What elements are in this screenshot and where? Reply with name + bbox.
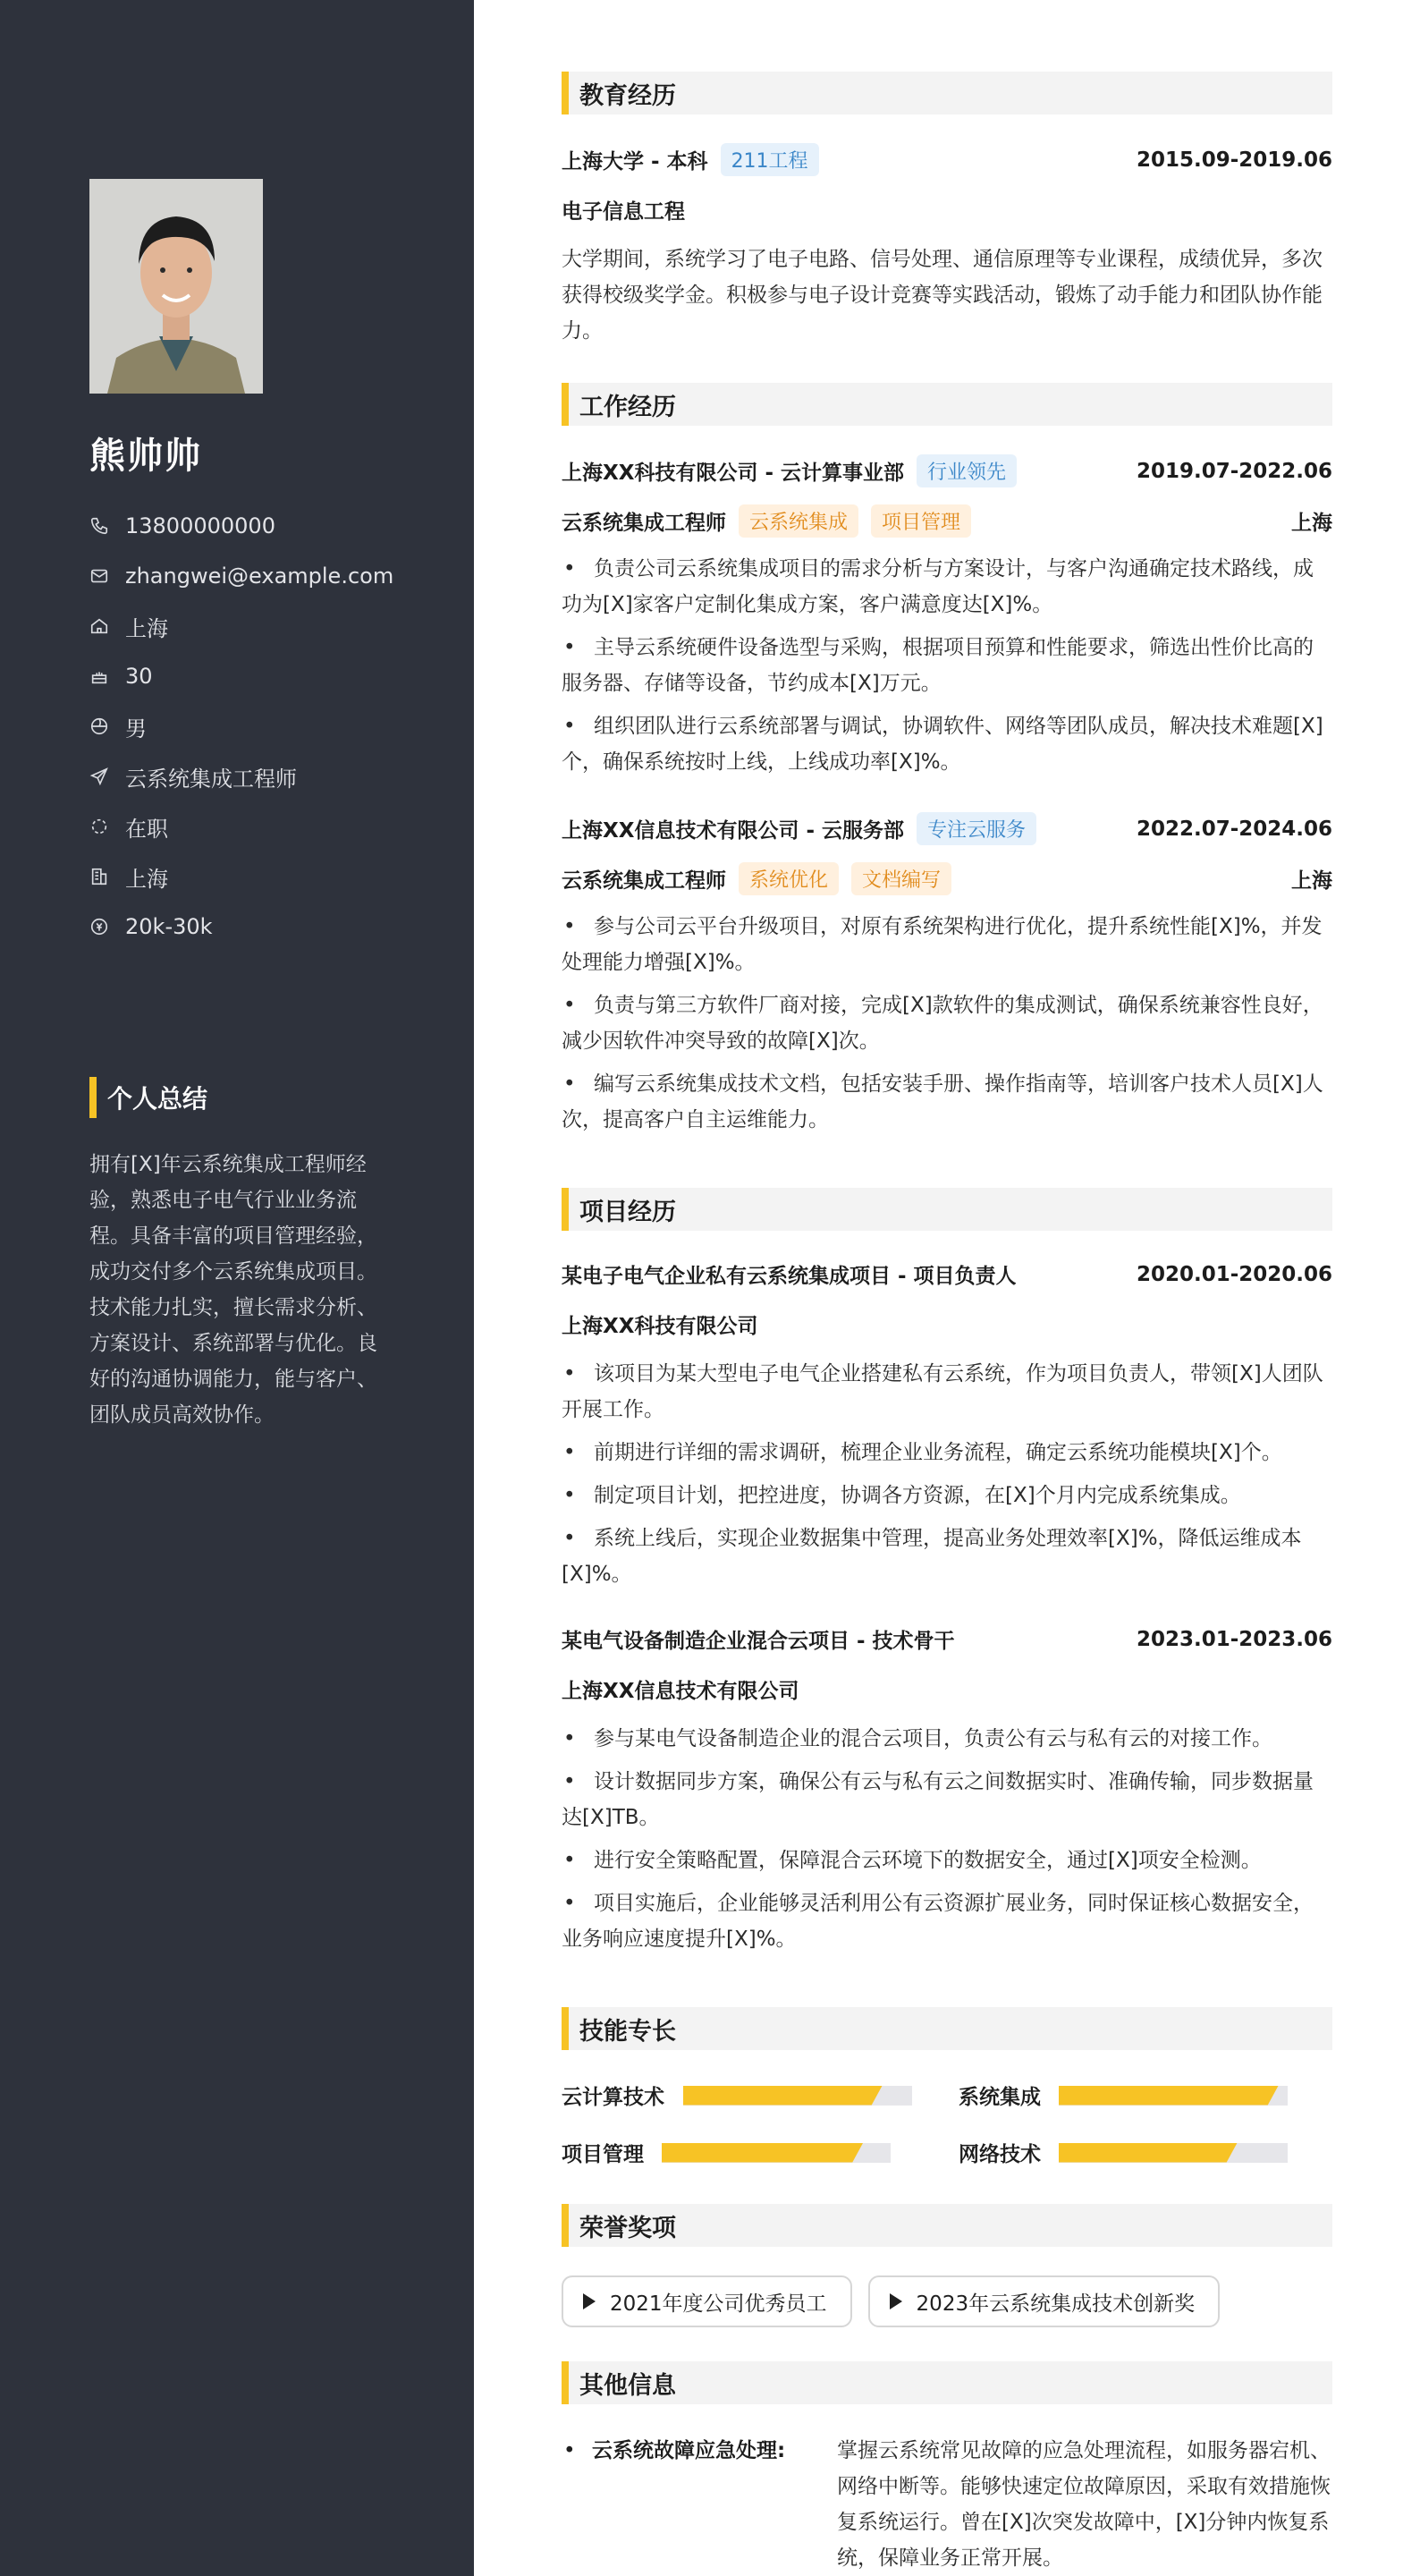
school-tag: 211工程 [721,143,819,176]
other-info-key: 云系统故障应急处理: [592,2439,786,2462]
job-1-company-tag: 行业领先 [917,454,1017,487]
job-1-role: 云系统集成工程师 [562,512,726,535]
salary-text: 20k-30k [125,914,213,939]
section-work-header [562,383,1332,426]
project-2-company: 上海XX信息技术有限公司 [562,1680,799,1703]
info-email [89,551,393,601]
list-item: • 负责与第三方软件厂商对接，完成[X]款软件的集成测试，确保系统兼容性良好，减少因软件冲突导致的故障[X]次。 [562,987,1332,1059]
list-item: • 进行安全策略配置，保障混合云环境下的数据安全，通过[X]项安全检测。 [562,1843,1332,1878]
job-2-role: 云系统集成工程师 [562,869,726,893]
section-projects-title: 项目经历 [579,1198,676,1226]
job-1-company: 上海XX科技有限公司 - 云计算事业部 [562,462,905,485]
skill-bar-track [1059,2143,1288,2163]
project-2-date: 2023.01-2023.06 [1136,1627,1332,1651]
building-icon [89,867,109,886]
project-2-bullets [562,1721,1332,1964]
info-phone [89,501,393,551]
summary-accent-bar [89,1077,97,1118]
skill-label: 网络技术 [959,2143,1041,2166]
list-item: • 制定项目计划，把控进度，协调各方资源，在[X]个月内完成系统集成。 [562,1478,1332,1513]
list-item: • 该项目为某大型电子电气企业搭建私有云系统，作为项目负责人，带领[X]人团队开展工作。 [562,1356,1332,1428]
award-badge [562,2275,852,2327]
job-1-city: 上海 [1291,512,1332,535]
skill-bar-track [1059,2086,1288,2106]
major-row [562,195,1332,225]
project-1-company-row [562,1309,1332,1339]
list-item: • 负责公司云系统集成项目的需求分析与方案设计，与客户沟通确定技术路线，成功为[X]家客户定制化集成方案，客户满意度达[X]%。 [562,551,1332,623]
section-skills-title: 技能专长 [579,2017,676,2046]
award-badge [868,2275,1221,2327]
section-other-title: 其他信息 [579,2371,676,2400]
award-label: 2021年度公司优秀员工 [610,2292,827,2316]
skill-label: 项目管理 [562,2143,644,2166]
section-projects-header [562,1188,1332,1231]
section-accent-bar [562,2204,569,2247]
list-item: • 设计数据同步方案，确保公有云与私有云之间数据实时、准确传输，同步数据量达[X]TB。 [562,1764,1332,1835]
contact-info-list [89,501,393,952]
money-icon [89,917,109,936]
project-2-name: 某电气设备制造企业混合云项目 - 技术骨干 [562,1630,955,1653]
location-text: 上海 [125,615,168,641]
list-item: • 参与某电气设备制造企业的混合云项目，负责公有云与私有云的对接工作。 [562,1721,1332,1757]
info-age [89,651,393,701]
list-item: • 参与公司云平台升级项目，对原有系统架构进行优化，提升系统性能[X]%，并发处理能力增强[X]%。 [562,909,1332,980]
list-item: • 主导云系统硬件设备选型与采购，根据项目预算和性能要求，筛选出性价比高的服务器、存储等设备，节约成本[X]万元。 [562,630,1332,701]
sidebar [0,0,474,2576]
education-description: 大学期间，系统学习了电子电路、信号处理、通信原理等专业课程，成绩优异，多次获得校级奖学金。积极参与电子设计竞赛等实践活动，锻炼了动手能力和团队协作能力。 [562,248,1323,343]
info-location [89,601,393,651]
skill-item [562,2138,891,2167]
job-2-role-tag: 文档编写 [851,862,951,895]
job-1-bullets [562,551,1332,787]
summary-title: 个人总结 [107,1084,208,1114]
project-1-row [562,1259,1332,1289]
project-1-bullets [562,1356,1332,1599]
skill-bar-fill [683,2086,883,2106]
candidate-name: 熊帅帅 [89,436,202,477]
section-accent-bar [562,1188,569,1231]
mail-icon [89,566,109,586]
info-position [89,751,393,801]
section-accent-bar [562,2361,569,2404]
position-text: 云系统集成工程师 [125,766,297,792]
info-salary [89,902,393,952]
section-skills-header [562,2007,1332,2050]
project-1-name: 某电子电气企业私有云系统集成项目 - 项目负责人 [562,1265,1017,1288]
list-item: • 组织团队进行云系统部署与调试，协调软件、网络等团队成员，解决技术难题[X]个，确保系统按时上线，上线成功率[X]%。 [562,708,1332,780]
other-info-value: 掌握云系统常见故障的应急处理流程，如服务器宕机、网络中断等。能够快速定位故障原因，采取有效措施恢复系统运行。曾在[X]次突发故障中，[X]分钟内恢复系统，保障业务正常开展。 [837,2439,1331,2570]
job-2-role-tag: 系统优化 [739,862,839,895]
other-info-item [562,2433,1332,2576]
job-2-company-tag: 专注云服务 [917,812,1036,845]
project-2-row [562,1624,1332,1654]
gender-text: 男 [125,716,147,741]
skill-label: 系统集成 [959,2086,1041,2109]
project-2-company-row [562,1674,1332,1704]
school-name: 上海大学 - 本科 [562,150,708,174]
phone-text: 13800000000 [125,513,275,538]
age-text: 30 [125,664,153,689]
summary-heading [89,1077,207,1118]
skill-bar-fill [1059,2143,1238,2163]
skill-item [959,2138,1288,2167]
section-awards-header [562,2204,1332,2247]
list-item: • 系统上线后，实现企业数据集中管理，提高业务处理效率[X]%，降低运维成本[X]%。 [562,1521,1332,1592]
job-2-date: 2022.07-2024.06 [1136,817,1332,841]
education-row [562,143,1332,176]
skill-bar-fill [662,2143,863,2163]
job-1-date: 2019.07-2022.06 [1136,459,1332,483]
section-accent-bar [562,72,569,114]
section-accent-bar [562,383,569,426]
job-1-role-tag: 云系统集成 [739,504,858,538]
education-date: 2015.09-2019.06 [1136,148,1332,172]
home-icon [89,616,109,636]
skill-item [959,2080,1288,2110]
job-2-city: 上海 [1291,869,1332,893]
skill-item [562,2080,912,2110]
job-2-role-row [562,862,1332,895]
award-label: 2023年云系统集成技术创新奖 [916,2292,1196,2316]
bullet-dot: • [563,2439,576,2462]
job-1-company-row [562,454,1332,487]
gender-icon [89,716,109,736]
target-city-text: 上海 [125,866,168,892]
info-status [89,801,393,852]
status-icon [89,817,109,836]
job-2-company: 上海XX信息技术有限公司 - 云服务部 [562,819,905,843]
project-1-date: 2020.01-2020.06 [1136,1262,1332,1286]
status-text: 在职 [125,816,168,842]
info-gender [89,701,393,751]
section-education-header [562,72,1332,114]
major-name: 电子信息工程 [562,200,685,224]
list-item: • 编写云系统集成技术文档，包括安装手册、操作指南等，培训客户技术人员[X]人次，提高客户自主运维能力。 [562,1066,1332,1138]
section-accent-bar [562,2007,569,2050]
send-icon [89,767,109,786]
job-2-bullets [562,909,1332,1145]
skill-label: 云计算技术 [562,2086,664,2109]
phone-icon [89,516,109,536]
avatar-photo [89,179,263,394]
play-icon [583,2293,596,2309]
skill-bar-track [662,2143,891,2163]
play-icon [890,2293,902,2309]
section-awards-title: 荣誉奖项 [579,2214,676,2242]
job-1-role-tag: 项目管理 [871,504,971,538]
job-1-role-row [562,504,1332,538]
email-text: zhangwei@example.com [125,564,394,589]
skill-bar-track [683,2086,912,2106]
summary-text: 拥有[X]年云系统集成工程师经验，熟悉电子电气行业业务流程。具备丰富的项目管理经验，成功交付多个云系统集成项目。技术能力扎实，擅长需求分析、方案设计、系统部署与优化。良好的沟通协调能力，能与客户、团队成员高效协作。 [89,1153,377,1427]
section-work-title: 工作经历 [579,393,676,421]
list-item: • 项目实施后，企业能够灵活利用公有云资源扩展业务，同时保证核心数据安全，业务响应速度提升[X]%。 [562,1885,1332,1957]
skill-bar-fill [1059,2086,1279,2106]
section-other-header [562,2361,1332,2404]
info-target-city [89,852,393,902]
awards-list [562,2275,1236,2327]
project-1-company: 上海XX科技有限公司 [562,1315,758,1338]
job-2-company-row [562,812,1332,845]
list-item: • 前期进行详细的需求调研，梳理企业业务流程，确定云系统功能模块[X]个。 [562,1435,1332,1470]
section-education-title: 教育经历 [579,81,676,110]
cake-icon [89,666,109,686]
